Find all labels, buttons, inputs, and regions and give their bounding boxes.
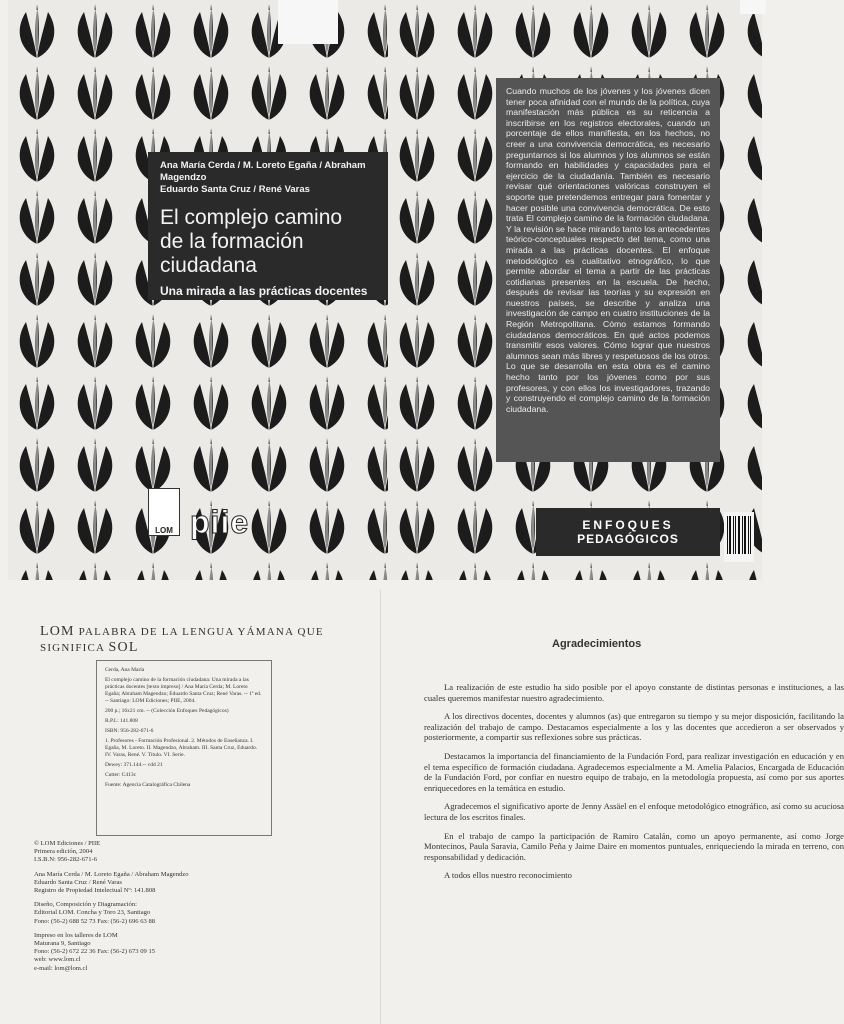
imprint-paragraph: Ana María Cerda / M. Loreto Egaña / Abraham Magendzo Eduardo Santa Cruz / René Varas Registro de Propiedad Intelectual Nº: 141.808: [34, 870, 189, 895]
ack-paragraph: La realización de este estudio ha sido posible por el apoyo constante de distintas personas e instituciones, a las cuales queremos manifestar nuestro agradecimiento.: [424, 682, 844, 703]
catalog-line: El complejo camino de la formación ciudadana: Una mirada a las prácticas docentes [texto impreso] / Ana María Cerda; M. Loreto Egaña; Abraham Magendzo; Eduardo Santa Cruz; René Varas. -- 1ª ed. -- Santiago: LOM Ediciones; PIIE, 2004.: [105, 677, 262, 704]
catalog-line: Fuente: Agencia Catalográfica Chilena: [105, 782, 191, 788]
book-title: [160, 206, 376, 278]
lom-header: [40, 624, 384, 656]
authors-line-2: Eduardo Santa Cruz / René Varas: [160, 184, 310, 195]
back-cover: [388, 0, 762, 580]
cover-tape-patch-2: [740, 0, 766, 14]
back-cover-synopsis: Cuando muchos de los jóvenes y los jóvenes dicen tener poca afinidad con el mundo de la política, cuya manifestación más pública es su reticencia a inscribirse en los registros electorales, cuando un porcentaje de ellos manifiesta, en los hechos, no creer a una convivencia democrática, es necesario preguntarnos si los alumnos y los alumnos se están formando en habilidades y capacidades para el ejercicio de la ciudadanía. También es necesario revisar qué orientaciones valóricas construyen el soporte que pretendemos entregar para fomentar y hacer posible una convivencia democrática. De esto trata El complejo camino de la formación ciudadana. Y la revisión se hace mirando tanto los antecedentes teórico-conceptuales respecto del tema, como una mirada a las prácticas docentes. El enfoque metodológico es cualitativo etnográfico, lo que permite abordar el tema a partir de las prácticas cotidianas presentes en la escuela. De hecho, después de revisar las teorías y su expresión en nuestros países, se describe y analiza una investigación de campo en cuatro instituciones de la Región Metropolitana. Cómo estamos formando ciudadanos democráticos. En qué actos podemos transmitir esos valores. Cómo lograr que nuestros alumnos sean más libres y respetuosos de los otros. Lo que se desarrolla en esta obra es el camino hecho tanto por los jóvenes como por sus profesores, y con ellos los investigadores, trazando y construyendo el complejo camino de la formación ciudadana.: [496, 78, 720, 462]
cover-tape-patch: [278, 0, 338, 44]
imprint-block: [34, 840, 189, 979]
acknowledgements-page: [384, 588, 844, 1024]
ack-paragraph: Destacamos la importancia del financiamiento de la Fundación Ford, para realizar investigación en educación y en el tema específico de formación ciudadana. Agradecemos especialmente a M. Amelia Palacios, Encargada de Educación de la Fundación Ford, por confiar en nuestro equipo de trabajo, en la metodología propuesta, así como por sus aportes enriquecedores en la temática en estudio.: [424, 750, 844, 793]
catalog-line: 200 p.; 16x21 cm. -- (Colección Enfoques Pedagógicos): [105, 708, 229, 714]
imprint-paragraph: Impreso en los talleres de LOM Maturana 9, Santiago Fono: (56-2) 672 22 36 Fax: (56-2) 673 09 15 web: www.lom.cl e-mail: lom@lom.cl: [34, 931, 156, 972]
catalog-line: Cerda, Ana María: [105, 667, 145, 673]
acknowledgements-body: [424, 682, 844, 889]
lom-header-word: LOM: [40, 624, 75, 639]
book-subtitle: Una mirada a las prácticas docentes: [160, 284, 368, 298]
catalog-line: 1. Profesores - Formación Profesional. 2. Métodos de Enseñanza. I. Egaña, M. Loreto. II. Magendzo, Abraham. III. Santa Cruz, Eduardo. IV. Varas, René. V. Título. VI. Serie.: [105, 738, 258, 758]
collection-line-1: ENFOQUES: [582, 518, 674, 532]
title-box: [148, 152, 388, 300]
piie-logo: piie: [190, 504, 250, 540]
lom-header-sol: SOL: [108, 640, 139, 655]
ack-paragraph: A todos ellos nuestro reconocimiento: [444, 870, 572, 881]
lom-logo: [148, 488, 180, 536]
catalog-line: Dewey: 371.144.-- cdd 21: [105, 762, 163, 768]
ack-paragraph: En el trabajo de campo la participación de Ramiro Catalán, como un apoyo permanente, así como Jorge Montecinos, Paula Saravia, Camilo Peña y Jaime Daire en momentos puntuales, enriqueciendo la mirada en terreno, con responsabilidad y dedicación.: [424, 830, 844, 862]
cataloging-record: [96, 660, 272, 836]
collection-line-2: PEDAGÓGICOS: [577, 532, 679, 546]
publisher-logos: [148, 488, 258, 548]
acknowledgements-title: Agradecimientos: [552, 638, 642, 650]
collection-badge: [536, 508, 720, 556]
imprint-paragraph: © LOM Ediciones / PIIE Primera edición, 2004 I.S.B.N: 956-282-671-6: [34, 840, 101, 864]
authors-line-1: Ana María Cerda / M. Loreto Egaña / Abraham Magendzo: [160, 160, 366, 183]
lom-header-text: PALABRA DE LA LENGUA YÁMANA QUE SIGNIFICA: [40, 626, 324, 654]
catalog-line: Cutter: C413c: [105, 772, 137, 778]
ack-paragraph: A los directivos docentes, docentes y alumnos (as) que entregaron su tiempo y su mejor disposición, facilitando la realización del trabajo de campo. Destacamos especialmente a los y las docentes que accedieron a ser observados y posteriormente, a compartir sus reflexiones sobre sus prácticas.: [424, 711, 844, 743]
catalog-line: R.P.I.: 141.808: [105, 718, 138, 724]
barcode-icon: [724, 512, 754, 562]
front-cover: [8, 0, 388, 580]
ack-paragraph: Agradecemos el significativo aporte de Jenny Assäel en el enfoque metodológico etnográfico, así como su acuciosa lectura de los escritos finales.: [424, 801, 844, 822]
copyright-page: [0, 588, 384, 1024]
imprint-paragraph: Diseño, Composición y Diagramación: Editorial LOM. Concha y Toro 23, Santiago Fono: (56-2) 688 52 73 Fax: (56-2) 696 63 88: [34, 901, 156, 925]
title-line-1: El complejo camino: [160, 206, 343, 229]
authors: [160, 160, 376, 196]
lom-logo-text: LOM: [155, 526, 173, 535]
title-line-3: ciudadana: [160, 254, 257, 277]
catalog-line: ISBN: 956-282-671-6: [105, 728, 154, 734]
title-line-2: de la formación: [160, 230, 304, 253]
